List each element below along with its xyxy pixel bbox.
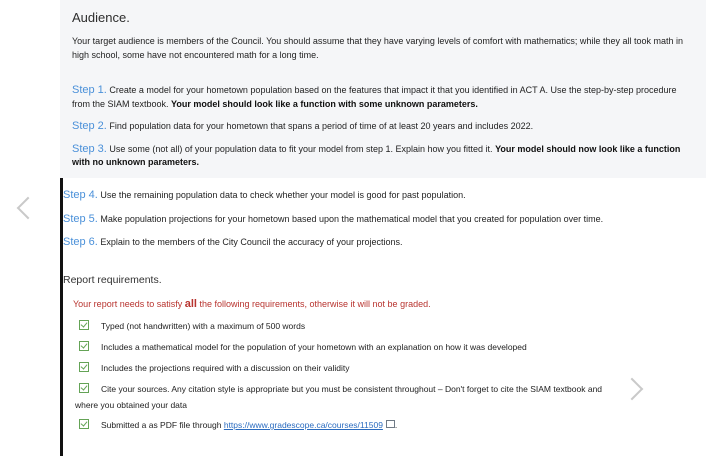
step-4-text: Use the remaining population data to check whether your model is good for past population. (97, 190, 466, 200)
warning-post: the following requirements, otherwise it will not be graded. (196, 299, 431, 309)
requirement-item (79, 362, 350, 373)
chevron-left-icon[interactable] (17, 197, 40, 220)
requirement-item-submit (79, 419, 397, 430)
submit-post: . (394, 420, 398, 430)
step-1 (72, 84, 694, 111)
requirement-text: Includes the projections required with a discussion on their validity (101, 363, 350, 373)
step-3 (72, 143, 694, 170)
gradescope-link[interactable]: https://www.gradescope.ca/courses/11509 (223, 420, 383, 430)
step-2 (72, 120, 694, 134)
step-6-text: Explain to the members of the City Council the accuracy of your projections. (97, 237, 403, 247)
step-2-text: Find population data for your hometown that spans a period of time of at least 20 years and includes 2022. (106, 121, 534, 131)
step-5-text: Make population projections for your hometown based upon the mathematical model that you created for population over time. (97, 214, 604, 224)
step-1-text: Create a model for your hometown population based on the features that impact it that you identified in ACT A. Use the step-by-step procedure from the SIAM textbook. (72, 85, 677, 109)
step-3-number: Step 3. (72, 142, 107, 155)
checkbox-checked-icon (79, 320, 89, 330)
requirement-text: Typed (not handwritten) with a maximum of 500 words (101, 321, 306, 331)
step-2-number: Step 2. (72, 120, 107, 132)
requirement-text: Cite your sources. Any citation style is appropriate but you must be consistent throughout – Don't forget to cite the SIAM textbook and (101, 384, 603, 394)
warning-pre: Your report needs to satisfy (73, 299, 185, 309)
requirement-text: Submitted a as PDF file through (101, 420, 224, 430)
external-link-icon (386, 420, 398, 430)
checkbox-checked-icon (79, 383, 89, 393)
report-heading: Report requirements. (63, 274, 162, 286)
report-warning (73, 298, 431, 310)
requirement-cite-continued: where you obtained your data (75, 400, 187, 410)
audience-text: Your target audience is members of the Council. You should assume that they have varying levels of comfort with mathematics; while they all took math in high school, some have not encountered math for a long time. (72, 36, 683, 60)
checkbox-checked-icon (79, 362, 89, 372)
instructions-panel-bottom (63, 178, 706, 456)
step-4 (63, 189, 466, 201)
step-3-bold: Your model should now look like a function with no unknown parameters. (72, 143, 681, 167)
step-1-bold: Your model should look like a function with some unknown parameters. (171, 98, 478, 109)
requirement-text: Includes a mathematical model for the population of your hometown with an explanation on how it was developed (101, 342, 527, 352)
checkbox-checked-icon (79, 419, 89, 429)
step-5 (63, 213, 603, 225)
checkbox-checked-icon (79, 341, 89, 351)
step-6 (63, 236, 403, 248)
instructions-panel-top (60, 0, 706, 178)
step-5-number: Step 5. (63, 213, 98, 225)
step-3-text: Use some (not all) of your population data to fit your model from step 1. Explain how you fitted it. (106, 143, 496, 154)
audience-heading: Audience. (72, 10, 130, 25)
warning-strong: all (184, 298, 197, 310)
step-1-number: Step 1. (72, 84, 107, 96)
step-4-number: Step 4. (63, 189, 98, 201)
requirement-item (79, 320, 305, 331)
requirement-item (79, 341, 527, 352)
requirement-item-cite (79, 383, 602, 394)
step-6-number: Step 6. (63, 236, 98, 248)
